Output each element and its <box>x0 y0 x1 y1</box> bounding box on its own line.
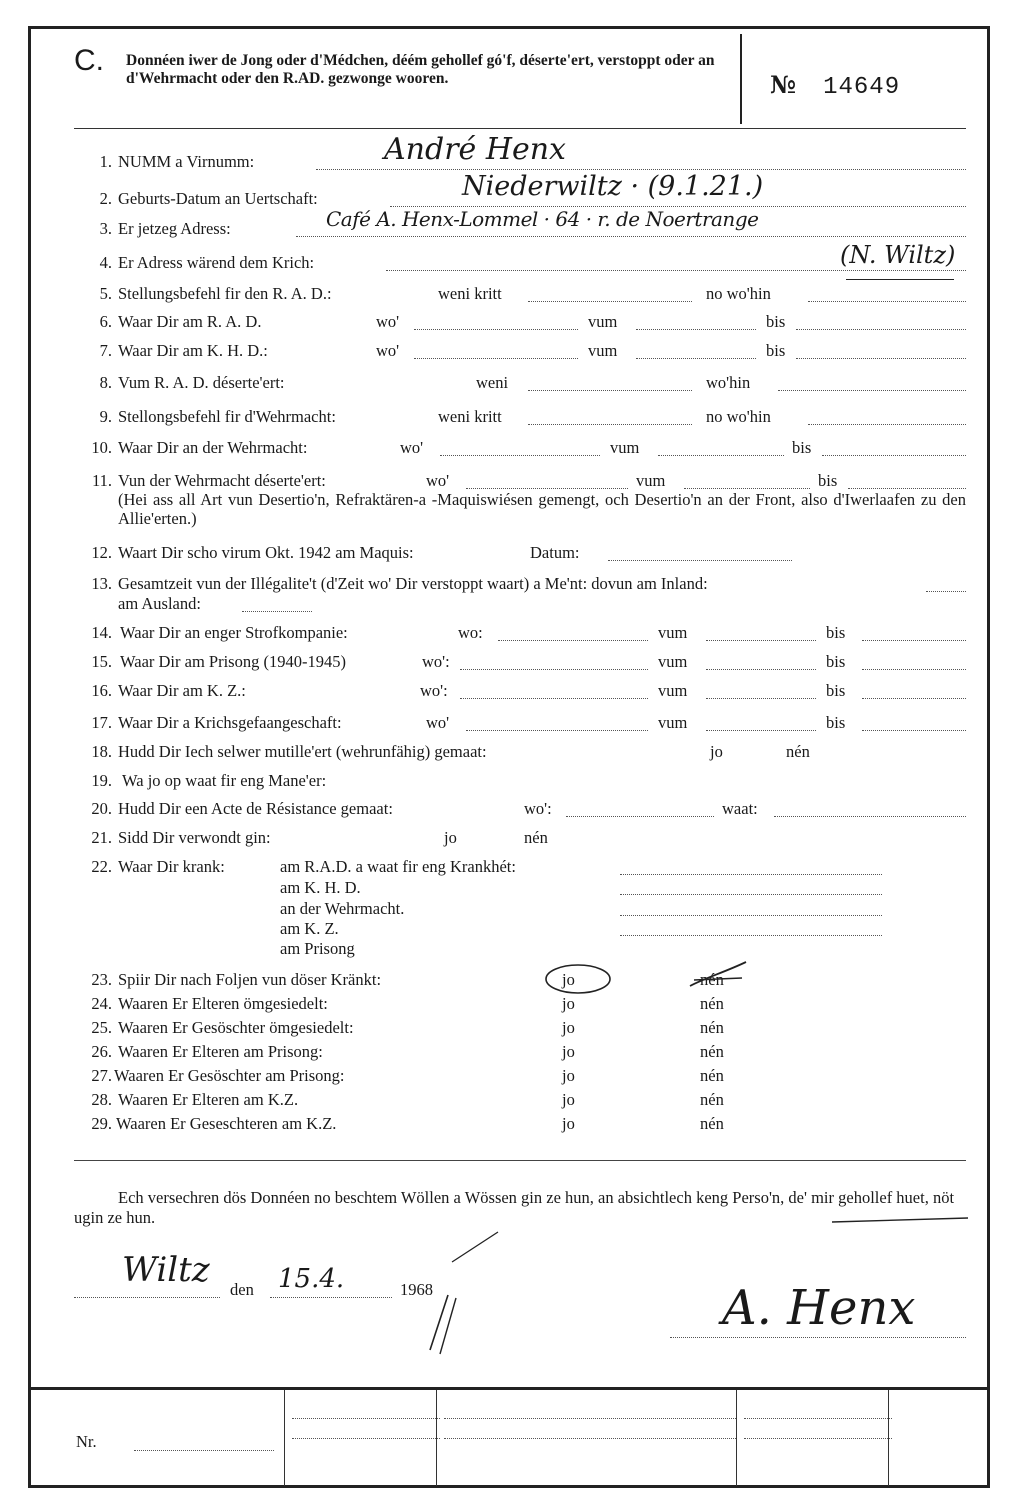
input-line[interactable] <box>620 935 882 936</box>
input-line[interactable] <box>706 698 816 699</box>
input-line[interactable] <box>862 698 966 699</box>
field-number: 5. <box>99 284 112 303</box>
no-option-struck[interactable]: nén <box>700 970 724 989</box>
field-row-13 <box>74 574 970 614</box>
field-sublabel: wo'hin <box>706 373 751 392</box>
yes-option[interactable]: jo <box>562 1018 575 1037</box>
input-line[interactable] <box>440 455 600 456</box>
field-sublabel: wo' <box>376 341 400 360</box>
field-label: Waar Dir am R. A. D. <box>118 312 262 331</box>
office-line[interactable] <box>292 1418 440 1419</box>
field-number: 29. <box>91 1114 112 1133</box>
field-label: Waar Dir an enger Strofkompanie: <box>120 623 348 642</box>
input-line[interactable] <box>796 329 966 330</box>
no-option[interactable]: nén <box>700 1114 724 1133</box>
field-sublabel: Datum: <box>530 543 580 562</box>
input-line[interactable] <box>848 488 966 489</box>
number-symbol: № <box>770 70 798 99</box>
input-line[interactable] <box>706 669 816 670</box>
field-sublabel: wo': <box>422 652 450 671</box>
field-sublabel: vum <box>588 312 618 331</box>
war-address-input-line[interactable] <box>386 270 966 271</box>
place-input-line[interactable] <box>74 1297 220 1298</box>
field-sublabel: vum <box>658 623 688 642</box>
header-divider <box>740 34 742 124</box>
field-sublabel: bis <box>826 713 846 732</box>
field-number: 13. <box>91 574 112 593</box>
field-number: 12. <box>91 543 112 562</box>
field-sublabel: wo' <box>400 438 424 457</box>
input-line[interactable] <box>808 424 966 425</box>
field-number: 9. <box>99 407 112 426</box>
office-line[interactable] <box>744 1418 892 1419</box>
field-sublabel: bis <box>818 471 838 490</box>
field-label: Waart Dir scho virum Okt. 1942 am Maquis: <box>118 543 414 562</box>
input-line[interactable] <box>528 390 692 391</box>
field-number: 25. <box>91 1018 112 1037</box>
field-label: Waaren Er Elteren am Prisong: <box>118 1042 323 1061</box>
section-letter: C. <box>74 44 104 77</box>
field-number: 1. <box>99 152 112 171</box>
field-label: Waar Dir krank: <box>118 857 225 876</box>
field-number: 14. <box>91 623 112 642</box>
field-label: Waar Dir an der Wehrmacht: <box>118 438 308 457</box>
field-number: 19. <box>91 771 112 790</box>
yes-option[interactable]: jo <box>562 1114 575 1133</box>
input-line[interactable] <box>636 358 756 359</box>
field-label: Waaren Er Gesöschter am Prisong: <box>114 1066 345 1085</box>
input-line[interactable] <box>242 611 312 612</box>
field-label: NUMM a Virnumm: <box>118 152 255 171</box>
field-sublabel: am R.A.D. a waat fir eng Krankhét: <box>280 857 516 876</box>
field-sublabel: am K. Z. <box>280 919 339 938</box>
field-number: 22. <box>91 857 112 876</box>
input-line[interactable] <box>822 455 966 456</box>
field-label: Waar Dir am K. H. D.: <box>118 341 268 360</box>
field-label: Waaren Er Elteren am K.Z. <box>118 1090 299 1109</box>
field-label: Stellongsbefehl fir d'Wehrmacht: <box>118 407 336 426</box>
no-option[interactable]: nén <box>700 1042 724 1061</box>
field-sublabel: no wo'hin <box>706 407 771 426</box>
field-sublabel: vum <box>658 681 688 700</box>
field-sublabel: vum <box>636 471 666 490</box>
input-line[interactable] <box>796 358 966 359</box>
input-line[interactable] <box>414 329 578 330</box>
office-line[interactable] <box>744 1438 892 1439</box>
input-line[interactable] <box>620 894 882 895</box>
field-label: Vun der Wehrmacht déserte'ert: <box>118 471 326 490</box>
field-label: Hudd Dir een Acte de Résistance gemaat: <box>118 799 393 818</box>
field-number: 21. <box>91 828 112 847</box>
form-number-value: 14649 <box>823 74 901 101</box>
nr-label: Nr. <box>76 1432 97 1451</box>
field-sublabel: weni kritt <box>438 284 502 303</box>
field-sublabel: am K. H. D. <box>280 878 361 897</box>
address-input-line[interactable] <box>296 236 966 237</box>
field-sublabel: vum <box>658 652 688 671</box>
no-option[interactable]: nén <box>524 828 548 847</box>
field-label: Waar Dir a Krichsgefaangeschaft: <box>118 713 342 732</box>
input-line[interactable] <box>658 455 784 456</box>
input-line[interactable] <box>566 816 714 817</box>
field-number: 6. <box>99 312 112 331</box>
field-sublabel: bis <box>766 341 786 360</box>
input-line[interactable] <box>460 669 648 670</box>
field-number: 27. <box>91 1066 112 1085</box>
field-label: Er Adress wärend dem Krich: <box>118 253 315 272</box>
den-label: den <box>230 1280 254 1299</box>
field-sublabel: vum <box>588 341 618 360</box>
handwritten-place: Wiltz <box>122 1250 210 1290</box>
field-label: Sidd Dir verwondt gin: <box>118 828 271 847</box>
form-number <box>770 70 900 101</box>
field-number: 8. <box>99 373 112 392</box>
field-sublabel: wo' <box>426 713 450 732</box>
field-number: 18. <box>91 742 112 761</box>
field-sublabel: weni kritt <box>438 407 502 426</box>
handwritten-address: Café A. Henx-Lommel · 64 · r. de Noertrange <box>326 207 759 231</box>
section-title: Donnéen iwer de Jong oder d'Médchen, déém gehollef gó'f, déserte'ert, verstoppt oder an d'Wehrmacht oder den R.AD. gezwonge wooren. <box>126 52 715 87</box>
field-label: Geburts-Datum an Uertschaft: <box>118 189 318 208</box>
field-sublabel: wo: <box>458 623 483 642</box>
field-label: Stellungsbefehl fir den R. A. D.: <box>118 284 332 303</box>
field-number: 17. <box>91 713 112 732</box>
office-box-divider <box>284 1390 285 1486</box>
header-rule <box>74 128 966 129</box>
field-number: 24. <box>91 994 112 1013</box>
yes-option[interactable]: jo <box>562 1090 575 1109</box>
date-input-line[interactable] <box>270 1297 392 1298</box>
office-line[interactable] <box>444 1418 736 1419</box>
field-number: 10. <box>91 438 112 457</box>
input-line[interactable] <box>414 358 578 359</box>
no-option[interactable]: nén <box>700 994 724 1013</box>
signature-input-line[interactable] <box>670 1337 966 1338</box>
field-number: 23. <box>91 970 112 989</box>
field-number: 4. <box>99 253 112 272</box>
handwritten-underline <box>846 279 954 280</box>
input-line[interactable] <box>706 730 816 731</box>
input-line[interactable] <box>862 730 966 731</box>
handwritten-name: André Henx <box>384 132 566 167</box>
handwritten-birth: Niederwiltz · (9.1.21.) <box>462 171 764 202</box>
input-line[interactable] <box>778 390 966 391</box>
field-label: Gesamtzeit vun der Illégalite't (d'Zeit wo' Dir verstoppt waart) a Me'nt: dovun am Inland: <box>118 574 708 593</box>
office-line[interactable] <box>292 1438 440 1439</box>
field-label: Waar Dir am K. Z.: <box>118 681 246 700</box>
input-line[interactable] <box>706 640 816 641</box>
input-line[interactable] <box>862 640 966 641</box>
input-line[interactable] <box>466 488 628 489</box>
field-sublabel: waat: <box>722 799 758 818</box>
field-label: Hudd Dir Iech selwer mutille'ert (wehrunfähig) gemaat: <box>118 742 487 761</box>
field-label: Waar Dir am Prisong (1940-1945) <box>120 652 346 671</box>
field-label: Waaren Er Geseschteren am K.Z. <box>116 1114 337 1133</box>
field-sublabel: bis <box>826 623 846 642</box>
field-number: 26. <box>91 1042 112 1061</box>
input-line[interactable] <box>620 915 882 916</box>
input-line[interactable] <box>808 301 966 302</box>
yes-option[interactable]: jo <box>710 742 723 761</box>
field-sublabel: bis <box>766 312 786 331</box>
input-line[interactable] <box>774 816 966 817</box>
field-sublabel: no wo'hin <box>706 284 771 303</box>
input-line[interactable] <box>684 488 810 489</box>
yes-option-circled[interactable]: jo <box>562 970 575 989</box>
declaration-text: Ech versechren dös Donnéen no beschtem Wöllen a Wössen gin ze hun, an absichtlech keng Perso'n, de' mir gehollef huet, nöt ugin ze hun. <box>74 1188 955 1227</box>
field-sublabel: wo': <box>524 799 552 818</box>
declaration-rule <box>74 1160 966 1161</box>
field-number: 11. <box>91 471 112 490</box>
input-line[interactable] <box>466 730 648 731</box>
name-input-line[interactable] <box>316 169 966 170</box>
field-number: 7. <box>99 341 112 360</box>
field-note: (Hei ass all Art vun Desertio'n, Refraktären-a -Maquiswiésen gemengt, och Desertio'n an der Front, also d'Iwerlaafen zu den Allie'erten.) <box>118 490 966 528</box>
field-label: Waaren Er Gesöschter ömgesiedelt: <box>118 1018 354 1037</box>
year-label: 1968 <box>400 1280 433 1299</box>
field-number: 2. <box>99 189 112 208</box>
field-row-11 <box>74 471 970 533</box>
field-sublabel: am Prisong <box>280 939 355 958</box>
field-sublabel: vum <box>610 438 640 457</box>
field-sublabel: bis <box>826 681 846 700</box>
field-label: Waaren Er Elteren ömgesiedelt: <box>118 994 328 1013</box>
field-sublabel: wo': <box>420 681 448 700</box>
office-box-divider <box>736 1390 737 1486</box>
field-label: Spiir Dir nach Foljen vun döser Kränkt: <box>118 970 382 989</box>
field-sublabel: an der Wehrmacht. <box>280 899 405 918</box>
yes-option[interactable]: jo <box>562 1066 575 1085</box>
yes-option[interactable]: jo <box>562 994 575 1013</box>
field-label: Er jetzeg Adress: <box>118 219 231 238</box>
no-option[interactable]: nén <box>700 1066 724 1085</box>
no-option[interactable]: nén <box>700 1090 724 1109</box>
input-line[interactable] <box>528 424 692 425</box>
office-box-rule <box>28 1387 990 1390</box>
field-sublabel: vum <box>658 713 688 732</box>
field-number: 20. <box>91 799 112 818</box>
field-sublabel: weni <box>476 373 509 392</box>
no-option[interactable]: nén <box>700 1018 724 1037</box>
input-line[interactable] <box>528 301 692 302</box>
input-line[interactable] <box>862 669 966 670</box>
field-row-22 <box>74 857 970 957</box>
field-number: 15. <box>91 652 112 671</box>
field-label: Wa jo op waat fir eng Mane'er: <box>122 771 327 790</box>
field-number: 28. <box>91 1090 112 1109</box>
office-line[interactable] <box>444 1438 736 1439</box>
input-line[interactable] <box>498 640 648 641</box>
handwritten-signature: A. Henx <box>722 1280 916 1336</box>
no-option[interactable]: nén <box>786 742 810 761</box>
input-line[interactable] <box>460 698 648 699</box>
handwritten-war-address: (N. Wiltz) <box>840 241 956 269</box>
field-sublabel: am Ausland: <box>118 594 201 613</box>
yes-option[interactable]: jo <box>562 1042 575 1061</box>
office-line[interactable] <box>134 1450 274 1451</box>
field-sublabel: bis <box>792 438 812 457</box>
field-label: Vum R. A. D. déserte'ert: <box>118 373 285 392</box>
field-sublabel: wo' <box>426 471 450 490</box>
field-number: 16. <box>91 681 112 700</box>
field-sublabel: wo' <box>376 312 400 331</box>
field-number: 3. <box>99 219 112 238</box>
field-sublabel: bis <box>826 652 846 671</box>
input-line[interactable] <box>608 560 792 561</box>
yes-option[interactable]: jo <box>444 828 457 847</box>
input-line[interactable] <box>636 329 756 330</box>
input-line[interactable] <box>620 874 882 875</box>
input-line[interactable] <box>926 591 966 592</box>
handwritten-date: 15.4. <box>278 1264 345 1294</box>
